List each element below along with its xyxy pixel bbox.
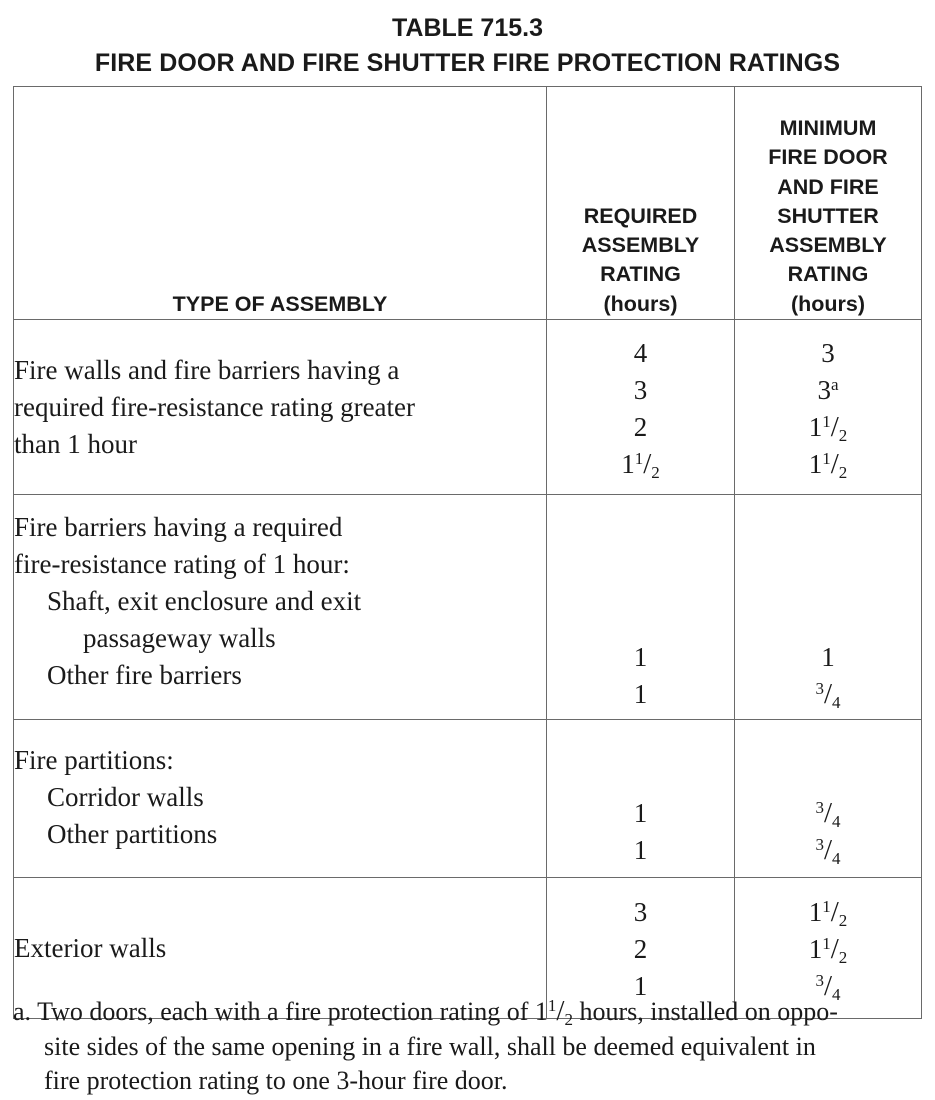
assembly-subtype-text: passageway walls (83, 623, 276, 653)
assembly-type-cell (14, 495, 547, 720)
required-rating-cell (547, 720, 735, 878)
table-title: FIRE DOOR AND FIRE SHUTTER FIRE PROTECTION RATINGS (94, 49, 841, 77)
header-line: (hours) (603, 291, 678, 316)
required-rating-value: 1 (633, 679, 648, 709)
footnote-marker: a. (13, 997, 32, 1026)
required-rating-value: 3 (633, 896, 648, 927)
required-rating-value: 4 (633, 337, 648, 368)
header-type-of-assembly (14, 87, 547, 320)
assembly-type-cell (14, 720, 547, 878)
assembly-subtype-text: Other partitions (47, 819, 218, 849)
assembly-subtype-text: Shaft, exit enclosure and exit (47, 586, 362, 616)
footnote-line (13, 994, 923, 1030)
table-footnote (13, 994, 923, 1099)
minimum-rating-value: $^3/_4$ (815, 678, 841, 712)
assembly-type-text: Exterior walls (14, 932, 167, 963)
required-rating-value: 1 (633, 798, 648, 828)
header-line: (hours) (790, 291, 866, 316)
required-rating-value: $1^1/_2$ (621, 447, 660, 482)
minimum-rating-cell (735, 320, 922, 495)
required-rating-value: 1 (633, 970, 648, 1001)
table-row (14, 320, 922, 495)
assembly-type-text: fire-resistance rating of 1 hour: (14, 549, 350, 579)
header-required-rating (547, 87, 735, 320)
header-row (14, 87, 922, 320)
minimum-rating-value: $^3/_4$ (815, 834, 841, 868)
required-rating-cell (547, 495, 735, 720)
assembly-subtype-text: Other fire barriers (47, 660, 242, 690)
minimum-rating-value: $1^1/_2$ (808, 447, 848, 482)
required-rating-value: 3 (633, 374, 648, 405)
assembly-type-text: required fire-resistance rating greater (14, 391, 416, 422)
header-minimum-rating (735, 87, 922, 320)
required-rating-value: 2 (633, 411, 648, 442)
minimum-rating-value: 3 (821, 337, 835, 368)
minimum-rating-value: $1^1/_2$ (808, 410, 848, 445)
footnote-line: site sides of the same opening in a fire wall, shall be deemed equivalent in (44, 1031, 816, 1061)
header-line: RATING (600, 262, 681, 287)
minimum-rating-value: $1^1/_2$ (808, 932, 848, 967)
assembly-type-text: Fire partitions: (14, 745, 174, 775)
header-line: REQUIRED (583, 203, 698, 228)
required-rating-value: 1 (633, 835, 648, 865)
header-line: ASSEMBLY (769, 233, 887, 258)
minimum-rating-cell (735, 720, 922, 878)
header-line: MINIMUM (779, 115, 877, 140)
assembly-subtype-text: Corridor walls (47, 782, 204, 812)
minimum-rating-value: $^3/_4$ (815, 797, 841, 831)
header-line: AND FIRE (777, 174, 879, 199)
minimum-rating-cell (735, 495, 922, 720)
assembly-type-text: Fire barriers having a required (14, 512, 343, 542)
required-rating-value: 2 (633, 933, 648, 964)
header-line: ASSEMBLY (581, 233, 700, 258)
footnote-rating-value: $1^1/_2$ (534, 995, 573, 1029)
required-rating-cell (547, 320, 735, 495)
minimum-rating-value: $^3/_4$ (815, 969, 841, 1004)
assembly-type-text: Fire walls and fire barriers having a (14, 354, 400, 385)
table-number: TABLE 715.3 (392, 14, 543, 42)
header-label: TYPE OF ASSEMBLY (172, 291, 388, 316)
assembly-type-text: than 1 hour (14, 428, 137, 459)
table-row (14, 720, 922, 878)
table-row (14, 495, 922, 720)
header-line: RATING (787, 262, 869, 287)
assembly-type-cell (14, 320, 547, 495)
footnote-line: fire protection rating to one 3-hour fire door. (44, 1066, 508, 1095)
header-line: FIRE DOOR (768, 145, 888, 170)
minimum-rating-value: 3$^a$ (817, 374, 839, 405)
minimum-rating-value: 1 (821, 642, 835, 672)
ratings-table (13, 86, 922, 1019)
footnote-text: Two doors, each with a fire protection rating of (37, 997, 529, 1026)
minimum-rating-value: $1^1/_2$ (808, 895, 848, 930)
footnote-text: hours, installed on oppo- (579, 997, 838, 1026)
header-line: SHUTTER (777, 203, 879, 228)
required-rating-value: 1 (633, 642, 648, 672)
